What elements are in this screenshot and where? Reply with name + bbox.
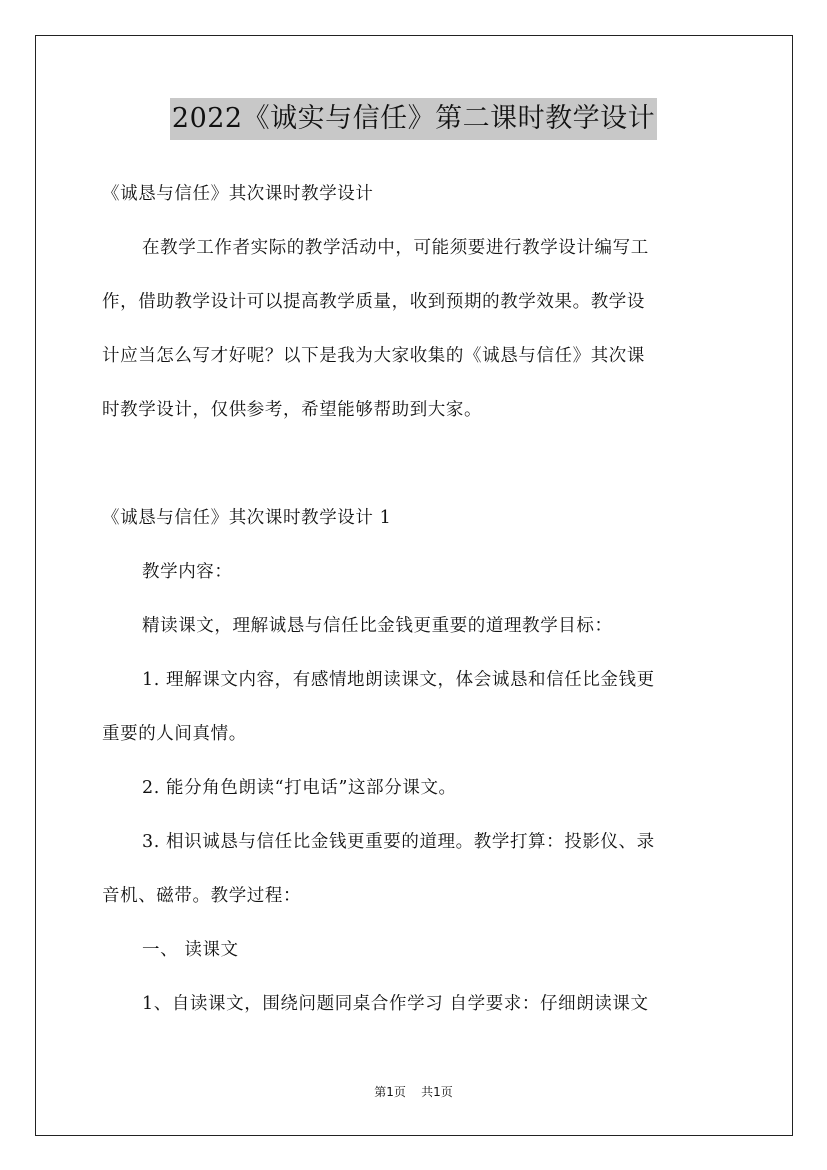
paragraph-line: 作，借助教学设计可以提高教学质量，收到预期的教学效果。教学设: [102, 292, 645, 312]
paragraph-line: 1、自读课文，围绕问题同桌合作学习 自学要求：仔细朗读课文: [142, 994, 649, 1014]
paragraph-line: 精读课文，理解诚恳与信任比金钱更重要的道理教学目标：: [142, 616, 613, 636]
paragraph-line: 重要的人间真情。: [102, 724, 247, 744]
page-footer: [0, 1083, 827, 1100]
section-heading: 《诚恳与信任》其次课时教学设计 1: [102, 508, 392, 528]
paragraph-line: 在教学工作者实际的教学活动中，可能须要进行教学设计编写工: [142, 238, 649, 258]
paragraph-line: 2. 能分角色朗读“打电话”这部分课文。: [142, 778, 457, 798]
page-number: 第1页: [374, 1085, 406, 1099]
paragraph-line: 时教学设计，仅供参考，希望能够帮助到大家。: [102, 400, 483, 420]
paragraph-line: 计应当怎么写才好呢？以下是我为大家收集的《诚恳与信任》其次课: [102, 346, 645, 366]
paragraph-line: 1. 理解课文内容，有感情地朗读课文，体会诚恳和信任比金钱更: [142, 670, 655, 690]
paragraph-line: 3. 相识诚恳与信任比金钱更重要的道理。教学打算：投影仪、录: [142, 832, 655, 852]
title-wrapper: [0, 98, 827, 140]
section-heading: 《诚恳与信任》其次课时教学设计: [102, 184, 374, 204]
paragraph-line: 教学内容：: [142, 562, 233, 582]
page-total: 共1页: [421, 1085, 453, 1099]
document-title: 2022《诚实与信任》第二课时教学设计: [170, 98, 657, 140]
paragraph-line: 一、 读课文: [142, 940, 239, 960]
paragraph-line: 音机、磁带。教学过程：: [102, 886, 302, 906]
